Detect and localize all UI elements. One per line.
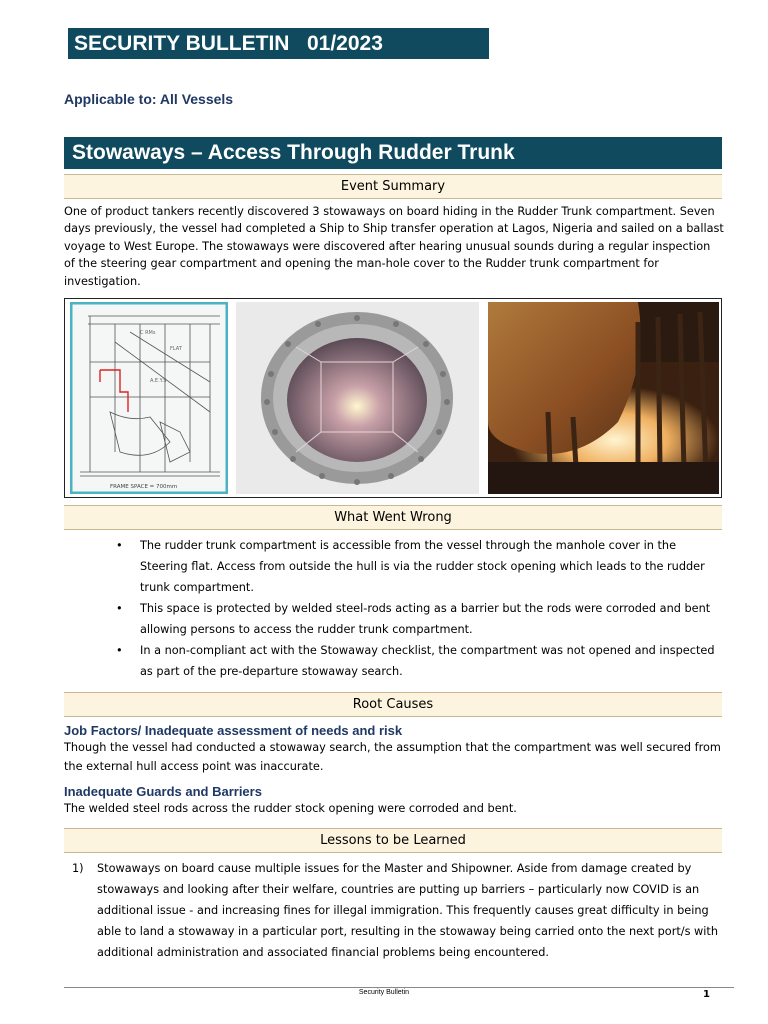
- rudder-drawing-image: [70, 302, 228, 494]
- list-item: • In a non-compliant act with the Stowaway checklist, the compartment was not opened and inspected as part of the pre-departure stowaway search.: [140, 640, 720, 682]
- page-number: 1: [703, 989, 710, 1000]
- root-cause-text: The welded steel rods across the rudder stock opening were corroded and bent.: [64, 802, 517, 815]
- root-cause-text: Though the vessel had conducted a stowaway search, the assumption that the compartment was well secured from the external hull access point was inaccurate.: [64, 741, 721, 773]
- root-causes-heading: Root Causes: [64, 692, 722, 717]
- drawing-caption: FRAME SPACE = 700mm: [110, 484, 178, 490]
- manhole-opening-image: [236, 302, 479, 494]
- footer-divider: [64, 987, 734, 988]
- list-item: • The rudder trunk compartment is accessible from the vessel through the manhole cover in the Steering flat. Access from outside the hull is via the rudder stock opening which leads to the rudder trunk compartment.: [140, 535, 720, 598]
- lesson-number: 1): [72, 862, 84, 875]
- applicability-line: Applicable to: All Vessels: [64, 91, 234, 107]
- event-summary-text: One of product tankers recently discovered 3 stowaways on board hiding in the Rudder Trunk compartment. Seven days previously, the vessel had completed a Ship to Ship transfer operation at Lagos, Nigeria and sailed on a ballast voyage to West Europe. The stowaways were discovered after hearing unusual sounds during a regular inspection of the steering gear compartment and opening the man-hole cover to the Rudder trunk compartment for investigation.: [64, 205, 724, 288]
- bullet-icon: •: [116, 602, 123, 615]
- list-item: • This space is protected by welded steel-rods acting as a barrier but the rods were corroded and bent allowing persons to access the rudder trunk compartment.: [140, 598, 720, 640]
- corroded-rods-image: [488, 302, 719, 494]
- bullet-icon: •: [116, 539, 123, 552]
- lesson-item: [64, 858, 724, 963]
- bulletin-subject: Stowaways – Access Through Rudder Trunk: [64, 137, 722, 169]
- photo-strip: [64, 298, 722, 498]
- what-went-wrong-list: [116, 535, 720, 682]
- bullet-icon: •: [116, 644, 123, 657]
- event-summary-heading: Event Summary: [64, 174, 722, 199]
- footer-label: Security Bulletin: [358, 989, 410, 996]
- lessons-heading: Lessons to be Learned: [64, 828, 722, 853]
- root-cause-title: Inadequate Guards and Barriers: [64, 784, 262, 799]
- what-went-wrong-heading: What Went Wrong: [64, 505, 722, 530]
- svg-text:FLAT: FLAT: [170, 346, 182, 352]
- svg-text:C RMs: C RMs: [140, 330, 156, 336]
- lesson-text: Stowaways on board cause multiple issues for the Master and Shipowner. Aside from damage created by stowaways and looking after their welfare, countries are putting up barriers – particularly now COVID is an additional issue - and increasing fines for illegal immigration. This frequently causes great difficulty in being able to land a stowaway in a particular port, resulting in the stowaway being carried onto the next port/s with additional administration and associated financial problems being encountered.: [97, 862, 719, 959]
- bulletin-title: SECURITY BULLETIN 01/2023: [68, 28, 489, 59]
- svg-text:A.E.Y.S: A.E.Y.S: [150, 378, 167, 384]
- root-cause-title: Job Factors/ Inadequate assessment of needs and risk: [64, 723, 403, 738]
